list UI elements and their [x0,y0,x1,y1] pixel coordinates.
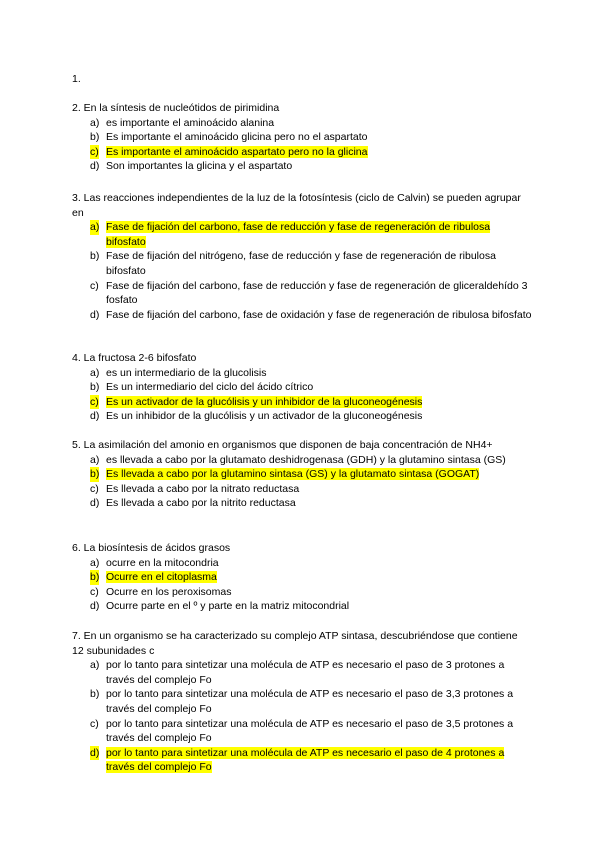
option-text: Es importante el aminoácido glicina pero no el aspartato [106,131,368,144]
option-b [72,130,532,145]
option-letter: a) [90,659,100,672]
question-3 [72,191,532,322]
option-letter: c) [90,717,99,730]
option-letter: a) [90,366,100,379]
option-letter: c) [90,395,99,408]
option-d [72,159,532,174]
option-letter: b) [90,131,100,144]
option-list [72,116,532,174]
question-6 [72,541,532,614]
option-letter: d) [90,308,100,321]
question-2 [72,101,532,174]
option-letter: b) [90,250,100,263]
question-stem: 6. La biosíntesis de ácidos grasos [72,542,231,554]
option-text: es un intermediario de la glucolisis [106,366,267,379]
option-d [72,308,532,323]
option-text: es llevada a cabo por la glutamato deshidrogenasa (GDH) y la glutamino sintasa (GS) [106,453,506,466]
option-c [72,717,532,746]
option-letter: b) [90,468,100,481]
option-list [72,453,532,511]
option-text: Es llevada a cabo por la glutamino sintasa (GS) y la glutamato sintasa (GOGAT) [106,468,480,481]
option-text: por lo tanto para sintetizar una molécula de ATP es necesario el paso de 3 protones a través del complejo Fo [106,659,505,686]
option-letter: d) [90,410,100,423]
option-d [72,409,532,424]
option-text: ocurre en la mitocondria [106,556,219,569]
option-text: Son importantes la glicina y el aspartato [106,160,293,173]
option-a [72,366,532,381]
option-text: Es un inhibidor de la glucólisis y un activador de la gluconeogénesis [106,410,423,423]
option-list [72,556,532,614]
option-letter: d) [90,746,100,759]
option-letter: b) [90,571,100,584]
question-4 [72,351,532,424]
option-a [72,658,532,687]
question-stem: 4. La fructosa 2-6 bifosfato [72,352,197,364]
option-c [72,279,532,308]
question-stem: 2. En la síntesis de nucleótidos de pirimidina [72,102,280,114]
option-text: por lo tanto para sintetizar una molécula de ATP es necesario el paso de 4 protones a través del complejo Fo [106,746,505,774]
option-list [72,658,532,775]
option-d [72,746,532,775]
option-list [72,220,532,322]
question-stem: 3. Las reacciones independientes de la luz de la fotosíntesis (ciclo de Calvin) se pueden agrupar en [72,192,521,219]
option-letter: a) [90,556,100,569]
option-text: es importante el aminoácido alanina [106,116,275,129]
option-letter: b) [90,381,100,394]
option-letter: a) [90,116,100,129]
option-letter: c) [90,279,99,292]
option-text: Ocurre en el citoplasma [106,571,217,584]
option-a [72,453,532,468]
option-letter: b) [90,688,100,701]
option-b [72,570,532,585]
option-text: Fase de fijación del carbono, fase de reducción y fase de regeneración de ribulosa bifosfato [106,221,491,248]
option-a [72,556,532,571]
option-c [72,585,532,600]
question-stem: 1. [72,73,81,85]
option-letter: d) [90,497,100,510]
option-text: Es un activador de la glucólisis y un inhibidor de la gluconeogénesis [106,395,423,408]
option-text: Es importante el aminoácido aspartato pero no la glicina [106,145,368,158]
option-letter: c) [90,145,99,158]
option-text: Ocurre parte en el º y parte en la matriz mitocondrial [106,600,350,613]
option-text: Es llevada a cabo por la nitrato reductasa [106,482,300,495]
option-letter: a) [90,221,100,234]
option-b [72,380,532,395]
option-d [72,599,532,614]
option-b [72,687,532,716]
question-1 [72,72,532,87]
option-letter: d) [90,160,100,173]
option-c [72,482,532,497]
question-stem: 7. En un organismo se ha caracterizado su complejo ATP sintasa, descubriéndose que contiene 12 subunidades c [72,630,518,657]
option-text: Fase de fijación del carbono, fase de oxidación y fase de regeneración de ribulosa bifosfato [106,308,532,321]
option-letter: a) [90,453,100,466]
option-c [72,145,532,160]
option-d [72,496,532,511]
option-text: por lo tanto para sintetizar una molécula de ATP es necesario el paso de 3,5 protones a través del complejo Fo [106,717,514,745]
option-text: por lo tanto para sintetizar una molécula de ATP es necesario el paso de 3,3 protones a través del complejo Fo [106,688,514,715]
option-text: Fase de fijación del carbono, fase de reducción y fase de regeneración de gliceraldehído 3 fosfato [106,279,528,307]
option-letter: c) [90,482,99,495]
option-b [72,467,532,482]
question-stem: 5. La asimilación del amonio en organismos que disponen de baja concentración de NH4+ [72,439,493,451]
option-text: Ocurre en los peroxisomas [106,585,232,598]
option-letter: c) [90,585,99,598]
question-7 [72,629,532,775]
option-c [72,395,532,410]
option-a [72,220,532,249]
option-text: Fase de fijación del nitrógeno, fase de reducción y fase de regeneración de ribulosa bifosfato [106,250,496,277]
option-b [72,249,532,278]
option-list [72,366,532,424]
option-letter: d) [90,600,100,613]
question-5 [72,438,532,511]
option-text: Es un intermediario del ciclo del ácido cítrico [106,381,314,394]
option-text: Es llevada a cabo por la nitrito reductasa [106,497,296,510]
option-a [72,116,532,131]
